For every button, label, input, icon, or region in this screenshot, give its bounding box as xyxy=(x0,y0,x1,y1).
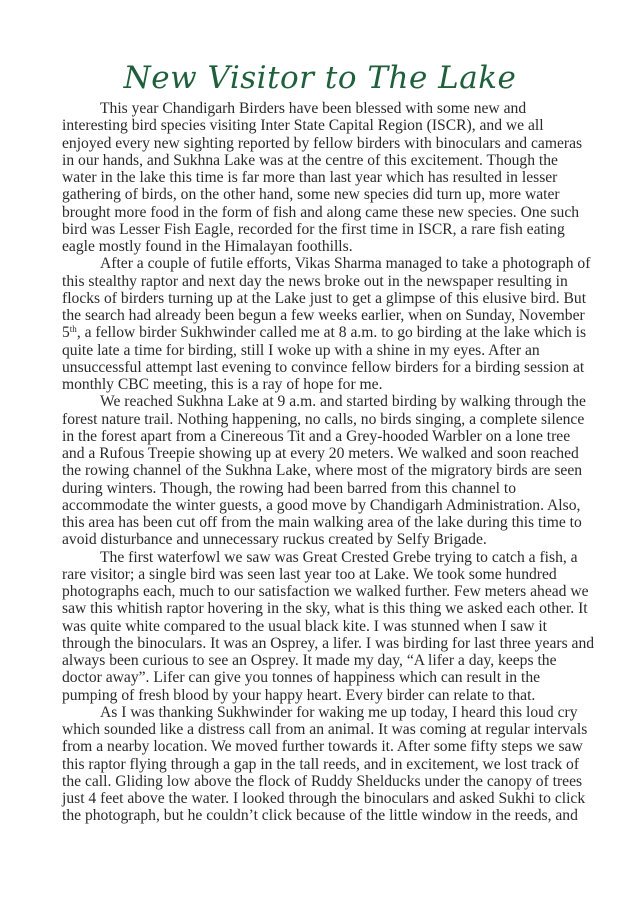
date-line-rest: , a fellow birder Sukhwinder called me at 8 a.m. to go birding at the lake which is xyxy=(76,324,587,342)
text-line: was quite white compared to the usual black kite. I was stunned when I saw it xyxy=(62,617,548,635)
text-line: just 4 feet above the water. I looked through the binoculars and asked Sukhi to click xyxy=(62,790,586,807)
text-line: doctor away”. Lifer can give you tonnes of happiness which can result in the xyxy=(62,669,541,687)
text-line: in the forest apart from a Cinereous Tit and a Grey-hooded Warbler on a lone tree xyxy=(62,427,571,445)
text-line: always been curious to see an Osprey. It made my day, “A lifer a day, keeps the xyxy=(62,652,557,669)
paragraph-5 xyxy=(62,703,588,825)
text-line: avoid disturbance and unnecessary ruckus created by Selfy Brigade. xyxy=(62,531,487,549)
text-line: this stealthy raptor and next day the news broke out in the newspaper resulting in xyxy=(62,272,568,290)
text-line: monthly CBC meeting, this is a ray of hope for me. xyxy=(62,376,383,393)
text-line: flocks of birders turning up at the Lake just to get a glimpse of this elusive bird. But xyxy=(62,289,587,307)
paragraph-1 xyxy=(62,100,582,255)
text-line: the call. Gliding low above the flock of Ruddy Shelducks under the canopy of trees xyxy=(62,772,583,790)
text-line: which sounded like a distress call from an animal. It was coming at regular intervals xyxy=(62,721,588,738)
text-line: photographs each, much to our satisfaction we walked further. Few meters ahead we xyxy=(62,583,589,600)
article-title: New Visitor to The Lake xyxy=(123,60,517,96)
text-line: and a Rufous Treepie showing up at every 20 meters. We walked and soon reached xyxy=(62,445,579,462)
text-line: bird was Lesser Fish Eagle, recorded for the first time in ISCR, a rare fish eating xyxy=(62,220,565,238)
text-line: in our hands, and Sukhna Lake was at the centre of this excitement. Though the xyxy=(62,151,558,169)
text-line: enjoyed every new sighting reported by fellow birders with binoculars and cameras xyxy=(62,134,583,152)
text-line: This year Chandigarh Birders have been blessed with some new and xyxy=(100,100,527,117)
text-line: the photograph, but he couldn’t click because of the little window in the reeds, and xyxy=(62,807,578,825)
date-ordinal-suffix: th xyxy=(69,324,77,335)
text-line: this area has been cut off from the main walking area of the lake during this time to xyxy=(62,514,582,531)
text-line: this raptor flying through a gap in the tall reeds, and in excitement, we lost track of xyxy=(62,755,580,773)
text-line: rare visitor; a single bird was seen last year too at Lake. We took some hundred xyxy=(62,565,557,583)
text-line: interesting bird species visiting Inter State Capital Region (ISCR), and we all xyxy=(62,117,544,135)
text-line-date xyxy=(62,324,587,342)
article-body xyxy=(62,100,595,825)
text-line: the rowing channel of the Sukhna Lake, where most of the migratory birds are seen xyxy=(62,462,583,480)
text-line: saw this whitish raptor hovering in the sky, what is this thing we asked each other. It xyxy=(62,600,588,618)
text-line: the search had already been begun a few weeks earlier, when on Sunday, November xyxy=(62,307,585,324)
paragraph-2 xyxy=(62,255,591,393)
text-line: We reached Sukhna Lake at 9 a.m. and started birding by walking through the xyxy=(100,393,586,411)
text-line: water in the lake this time is far more than last year which has resulted in lesser xyxy=(62,169,558,186)
text-line: pumping of fresh blood by your happy heart. Every birder can relate to that. xyxy=(62,686,536,704)
text-line: unsuccessful attempt last evening to convince fellow birders for a birding session at xyxy=(62,358,585,376)
paragraph-3 xyxy=(62,393,586,549)
text-line: eagle mostly found in the Himalayan foothills. xyxy=(62,238,353,255)
text-line: After a couple of futile efforts, Vikas Sharma managed to take a photograph of xyxy=(100,255,591,273)
text-line: The first waterfowl we saw was Great Crested Grebe trying to catch a fish, a xyxy=(100,548,578,566)
paragraph-4 xyxy=(62,548,595,704)
text-line: forest nature trail. Nothing happening, no calls, no birds singing, a complete silence xyxy=(62,410,585,428)
text-line: through the binoculars. It was an Osprey, a lifer. I was birding for last three years and xyxy=(62,634,595,652)
date-day: 5 xyxy=(62,324,70,342)
text-line: accommodate the winter guests, a good move by Chandigarh Administration. Also, xyxy=(62,496,581,514)
text-line: from a nearby location. We moved further towards it. After some fifty steps we saw xyxy=(62,738,583,756)
text-line: quite late a time for birding, still I woke up with a shine in my eyes. After an xyxy=(62,341,540,359)
text-line: brought more food in the form of fish and along came these new species. One such xyxy=(62,203,580,221)
text-line: As I was thanking Sukhwinder for waking me up today, I heard this loud cry xyxy=(100,703,578,721)
text-line: gathering of birds, on the other hand, some new species did turn up, more water xyxy=(62,186,560,204)
text-line: during winters. Though, the rowing had been barred from this channel to xyxy=(62,479,516,497)
